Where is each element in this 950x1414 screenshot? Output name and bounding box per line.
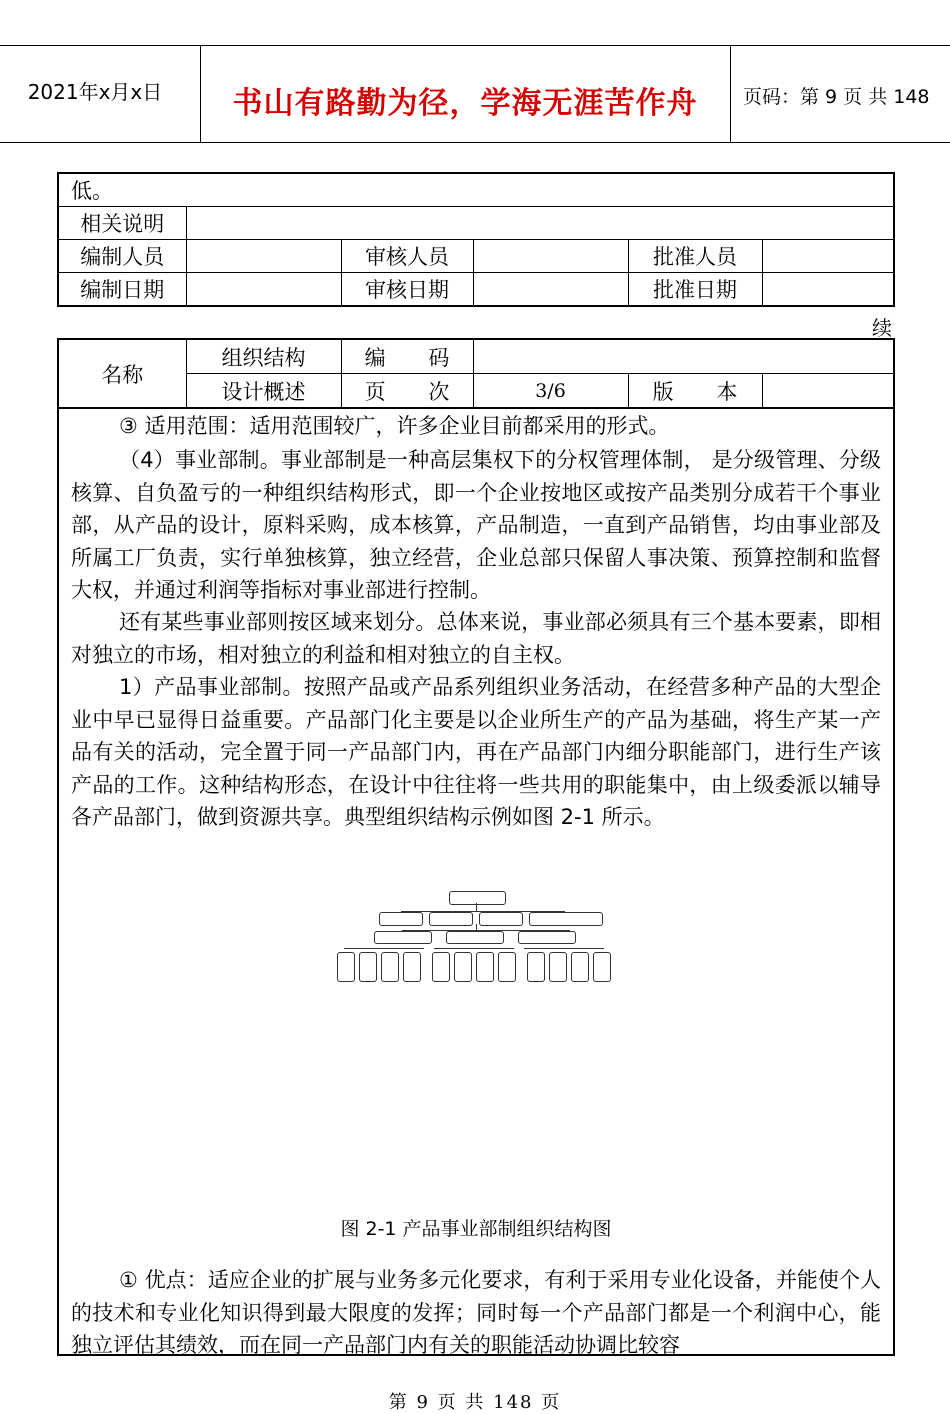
author-date-label: 编制日期 xyxy=(58,273,186,307)
org-unit-box xyxy=(381,952,399,982)
page-value: 3/6 xyxy=(473,374,628,409)
header-date: 2021年x月x日 xyxy=(27,80,163,104)
name-value-line1: 组织结构 xyxy=(186,339,341,374)
approve-date-label: 批准日期 xyxy=(628,273,762,307)
paragraph-product-division: 1）产品事业部制。按照产品或产品系列组织业务活动，在经营多种产品的大型企业中早已显得日益重要。产品部门化主要是以企业所生产的产品为基础，将生产某一产品有关的活动，完全置于同一产品部门内，再在产品部门内细分职能部门，进行生产该产品的工作。这种结构形态，在设计中往往将一些共用的职能集中，由上级委派以辅导各产品部门，做到资源共享。典型组织结构示例如图 2-1 所示。 xyxy=(71,675,881,829)
org-chart-figure xyxy=(334,891,619,986)
org-unit-box xyxy=(432,952,450,982)
review-date-value[interactable] xyxy=(473,273,628,307)
document-info-table xyxy=(57,338,895,409)
approver-label: 批准人员 xyxy=(628,240,762,273)
name-value-line2: 设计概述 xyxy=(186,374,341,409)
paragraph-advantages: ① 优点：适应企业的扩展与业务多元化要求，有利于采用专业化设备，并能使个人的技术和专业化知识得到最大限度的发挥；同时每一个产品部门都是一个利润中心，能独立评估其绩效，而在同一产品部门内有关的职能活动协调比较容 xyxy=(71,1268,881,1357)
org-unit-box xyxy=(549,952,567,982)
org-division-box xyxy=(446,931,504,944)
name-label: 名称 xyxy=(58,339,186,408)
version-label: 版 本 xyxy=(628,374,762,409)
org-unit-box xyxy=(476,952,494,982)
header-motto: 书山有路勤为径，学海无涯苦作舟 xyxy=(232,86,698,121)
header-page-info: 页码：第 9 页 共 148 xyxy=(743,86,930,108)
page-label: 页 次 xyxy=(341,374,473,409)
org-unit-box xyxy=(498,952,516,982)
org-unit-box xyxy=(454,952,472,982)
author-value[interactable] xyxy=(186,240,341,273)
org-function-box xyxy=(529,912,603,926)
org-function-box xyxy=(379,912,423,926)
author-date-value[interactable] xyxy=(186,273,341,307)
org-connector xyxy=(524,948,604,949)
version-value[interactable] xyxy=(762,374,894,409)
page-header xyxy=(0,45,950,143)
approver-value[interactable] xyxy=(762,240,894,273)
code-value[interactable] xyxy=(473,339,894,374)
header-divider xyxy=(730,46,731,142)
signoff-table xyxy=(57,172,895,307)
org-function-box xyxy=(429,912,473,926)
org-function-box xyxy=(479,912,523,926)
org-division-box xyxy=(518,931,576,944)
org-unit-box xyxy=(593,952,611,982)
paragraph-scope: ③ 适用范围：适用范围较广，许多企业目前都采用的形式。 xyxy=(119,414,670,438)
org-unit-box xyxy=(527,952,545,982)
continued-mark: 续 xyxy=(872,316,892,340)
page-footer: 第 9 页 共 148 页 xyxy=(388,1392,562,1413)
carry-over-text: 低。 xyxy=(58,173,894,207)
review-date-label: 审核日期 xyxy=(341,273,473,307)
org-connector xyxy=(434,948,514,949)
org-connector xyxy=(344,948,424,949)
reviewer-value[interactable] xyxy=(473,240,628,273)
org-unit-box xyxy=(403,952,421,982)
code-label: 编 码 xyxy=(341,339,473,374)
org-unit-box xyxy=(359,952,377,982)
related-label: 相关说明 xyxy=(58,207,186,240)
figure-caption: 图 2-1 产品事业部制组织结构图 xyxy=(340,1218,612,1240)
paragraph-division-system: （4）事业部制。事业部制是一种高层集权下的分权管理体制， 是分级管理、分级核算、自负盈亏的一种组织结构形式，即一个企业按地区或按产品类别分成若干个事业部，从产品的设计，原料采购，成本核算，产品制造，一直到产品销售，均由事业部及所属工厂负责，实行单独核算，独立经营，企业总部只保留人事决策、预算控制和监督大权，并通过利润等指标对事业部进行控制。 xyxy=(71,448,881,602)
related-value[interactable] xyxy=(186,207,894,240)
author-label: 编制人员 xyxy=(58,240,186,273)
paragraph-region-division: 还有某些事业部则按区域来划分。总体来说，事业部必须具有三个基本要素，即相对独立的市场，相对独立的利益和相对独立的自主权。 xyxy=(71,610,881,667)
org-unit-box xyxy=(571,952,589,982)
org-unit-box xyxy=(337,952,355,982)
reviewer-label: 审核人员 xyxy=(341,240,473,273)
approve-date-value[interactable] xyxy=(762,273,894,307)
org-connector xyxy=(476,903,477,911)
org-top-box xyxy=(449,891,506,905)
content-box xyxy=(57,406,895,1356)
org-division-box xyxy=(374,931,432,944)
